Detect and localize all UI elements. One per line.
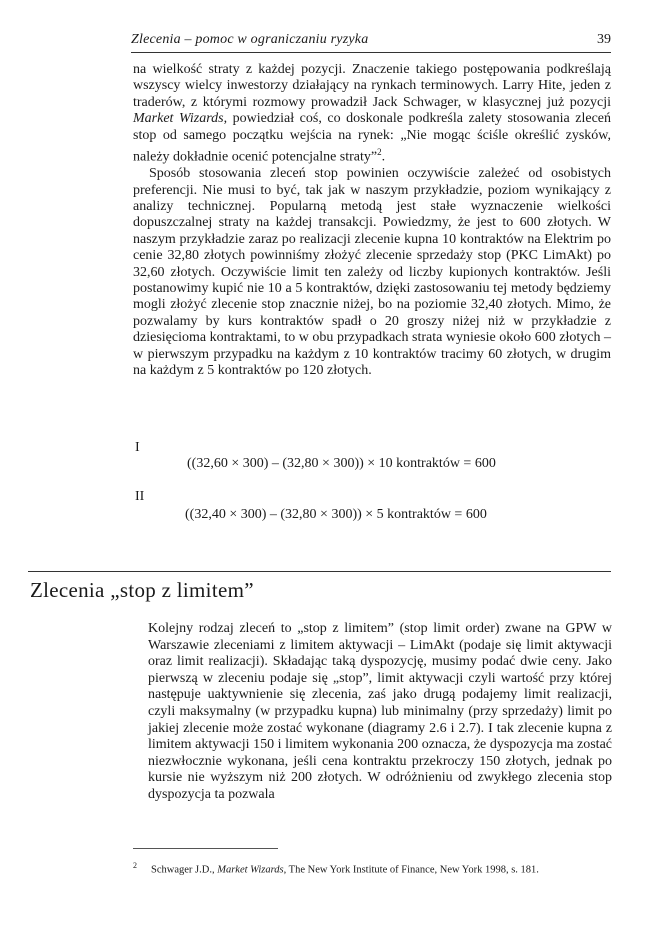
paragraph: na wielkość straty z każdej pozycji. Znaczenie takiego postępowania podkreślają wszyscy wielcy inwestorzy działający na rynkach terminowych. Larry Hite, jeden z traderów, z którymi rozmowy prowadził Jack Schwager, w klasycznej już pozycji Market Wizards, powiedział coś, co doskonale podkreśla zalety stosowania zleceń stop od samego początku wejścia na rynek: „Nie mogąc ściśle określić zysków, należy dokładnie ocenić potencjalne straty”$^2$.	[133, 62, 611, 165]
running-title: Zlecenia – pomoc w ograniczaniu ryzyka	[131, 32, 369, 47]
running-header	[131, 30, 611, 53]
footnote: $^2$ Schwager J.D., Market Wizards, The New York Institute of Finance, New York 1998, s. 181.	[133, 861, 539, 876]
section1-body	[133, 62, 611, 379]
book-title-italic: Market Wizards	[133, 111, 224, 127]
page-number: 39	[597, 32, 611, 47]
section-divider	[28, 571, 611, 572]
equation-label: I	[135, 440, 140, 455]
equation-label: II	[135, 489, 145, 504]
footnote-divider	[133, 848, 278, 849]
equation: ((32,60 × 300) – (32,80 × 300)) × 10 kontraktów = 600	[187, 456, 496, 471]
equation: ((32,40 × 300) – (32,80 × 300)) × 5 kontraktów = 600	[185, 507, 487, 522]
footnote-mark: 2	[133, 861, 137, 870]
section2-body	[148, 621, 612, 804]
book-title-italic: Market Wizards	[217, 864, 284, 876]
section-heading: Zlecenia „stop z limitem”	[30, 578, 254, 602]
paragraph: Kolejny rodzaj zleceń to „stop z limitem” (stop limit order) zwane na GPW w Warszawie zleceniami z limitem aktywacji – LimAkt (podaje się limit aktywacji oraz limit realizacji). Składając taką dyspozycję, musimy podać dwie ceny. Jako pierwszą w zleceniu podaje się „stop”, limit aktywacji czyli wartość przy której następuje uaktywnienie się zlecenia, zaś jako drugą podajemy limit realizacji, czyli maksymalny (w przypadku kupna) lub minimalny (przy sprzedaży) limit po jakiej zlecenie może zostać wykonane (diagramy 2.6 i 2.7). I tak zlecenie kupna z limitem aktywacji 150 i limitem wykonania 200 oznacza, że dyspozycja ma zostać niezwłocznie wykonana, jeśli cena kontraktu przekroczy 150 złotych, jednak po kursie nie wyższym niż 200 złotych. W odróżnieniu od zwykłego zlecenia stop dyspozycja ta pozwala	[148, 621, 612, 802]
footnote-reference: 2	[377, 147, 382, 158]
paragraph: Sposób stosowania zleceń stop powinien oczywiście zależeć od osobistych preferencji. Nie musi to być, tak jak w naszym przykładzie, poziom wynikający z analizy technicznej. Popularną metodą jest stałe wyznaczenie wielkości dopuszczalnej straty na każdej transakcji. Powiedzmy, że jest to 600 złotych. W naszym przykładzie zaraz po realizacji zlecenie kupna 10 kontraktów na Elektrim po cenie 32,80 złotych powinniśmy złożyć zlecenie sprzedaży stop (PKC LimAkt) po 32,60 złotych. Oczywiście limit ten zależy od liczby kupionych kontraktów. Jeśli postanowimy kupić nie 10 a 5 kontraktów, dzięki zastosowaniu tej metody będziemy mogli złożyć zlecenie stop znacznie niżej, bo na poziomie 32,40 złotych. Mimo, że pozwalamy by kurs kontraktów spadł o 20 groszy niżej niż w przykładzie z dziesięcioma kontraktami, to w obu przypadkach strata wyniesie około 600 złotych – w pierwszym przypadku na każdym z 10 kontraktów tracimy 60 złotych, w drugim na każdym z 5 kontraktów po 120 złotych.	[133, 166, 611, 378]
